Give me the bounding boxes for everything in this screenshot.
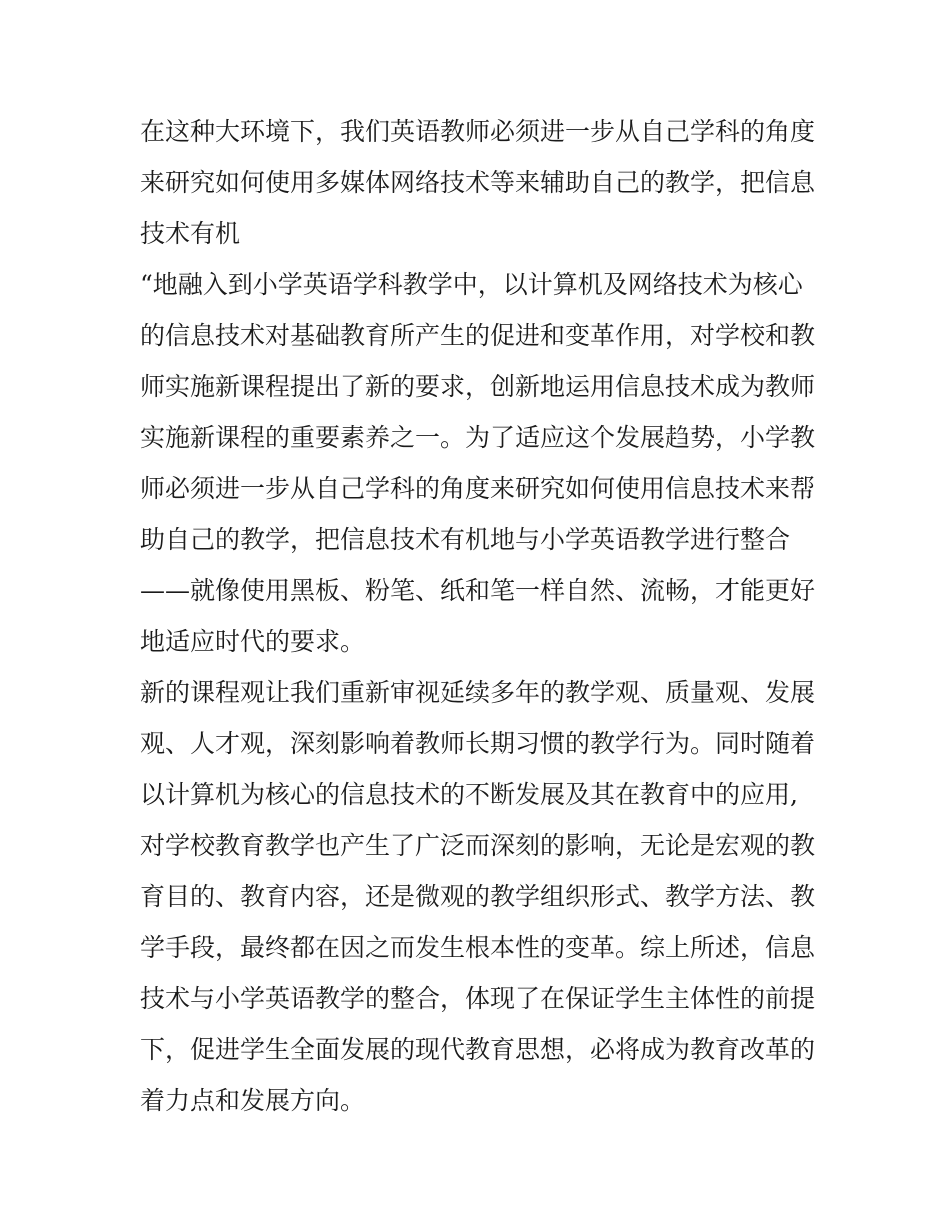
text-line: 的信息技术对基础教育所产生的促进和变革作用，对学校和教: [140, 321, 816, 350]
text-line: ——就像使用黑板、粉笔、纸和笔一样自然、流畅，才能更好: [140, 576, 816, 605]
text-line: 育目的、教育内容，还是微观的教学组织形式、教学方法、教: [140, 882, 816, 911]
text-line: “地融入到小学英语学科教学中，以计算机及网络技术为核心: [140, 270, 803, 299]
text-line: 实施新课程的重要素养之一。为了适应这个发展趋势，小学教: [140, 423, 816, 452]
text-line: 新的课程观让我们重新审视延续多年的教学观、质量观、发展: [140, 678, 816, 707]
paragraph-2: [140, 259, 816, 667]
text-line: 技术有机: [140, 219, 241, 248]
paragraph-3: [140, 667, 816, 1126]
text-line: 来研究如何使用多媒体网络技术等来辅助自己的教学，把信息: [140, 168, 816, 197]
text-line: 以计算机为核心的信息技术的不断发展及其在教育中的应用,: [140, 780, 798, 809]
paragraph-1: [140, 106, 816, 259]
text-line: 助自己的教学，把信息技术有机地与小学英语教学进行整合: [140, 525, 791, 554]
text-line: 技术与小学英语教学的整合，体现了在保证学生主体性的前提: [140, 984, 816, 1013]
document-body: [140, 106, 816, 1126]
text-line: 师必须进一步从自己学科的角度来研究如何使用信息技术来帮: [140, 474, 816, 503]
text-line: 对学校教育教学也产生了广泛而深刻的影响，无论是宏观的教: [140, 831, 816, 860]
text-line: 下，促进学生全面发展的现代教育思想，必将成为教育改革的: [140, 1035, 816, 1064]
text-line: 学手段，最终都在因之而发生根本性的变革。综上所述，信息: [140, 933, 816, 962]
text-line: 着力点和发展方向。: [140, 1086, 366, 1115]
text-line: 地适应时代的要求。: [140, 627, 366, 656]
text-line: 师实施新课程提出了新的要求，创新地运用信息技术成为教师: [140, 372, 816, 401]
text-line: 在这种大环境下，我们英语教师必须进一步从自己学科的角度: [140, 117, 816, 146]
text-line: 观、人才观，深刻影响着教师长期习惯的教学行为。同时随着: [140, 729, 816, 758]
